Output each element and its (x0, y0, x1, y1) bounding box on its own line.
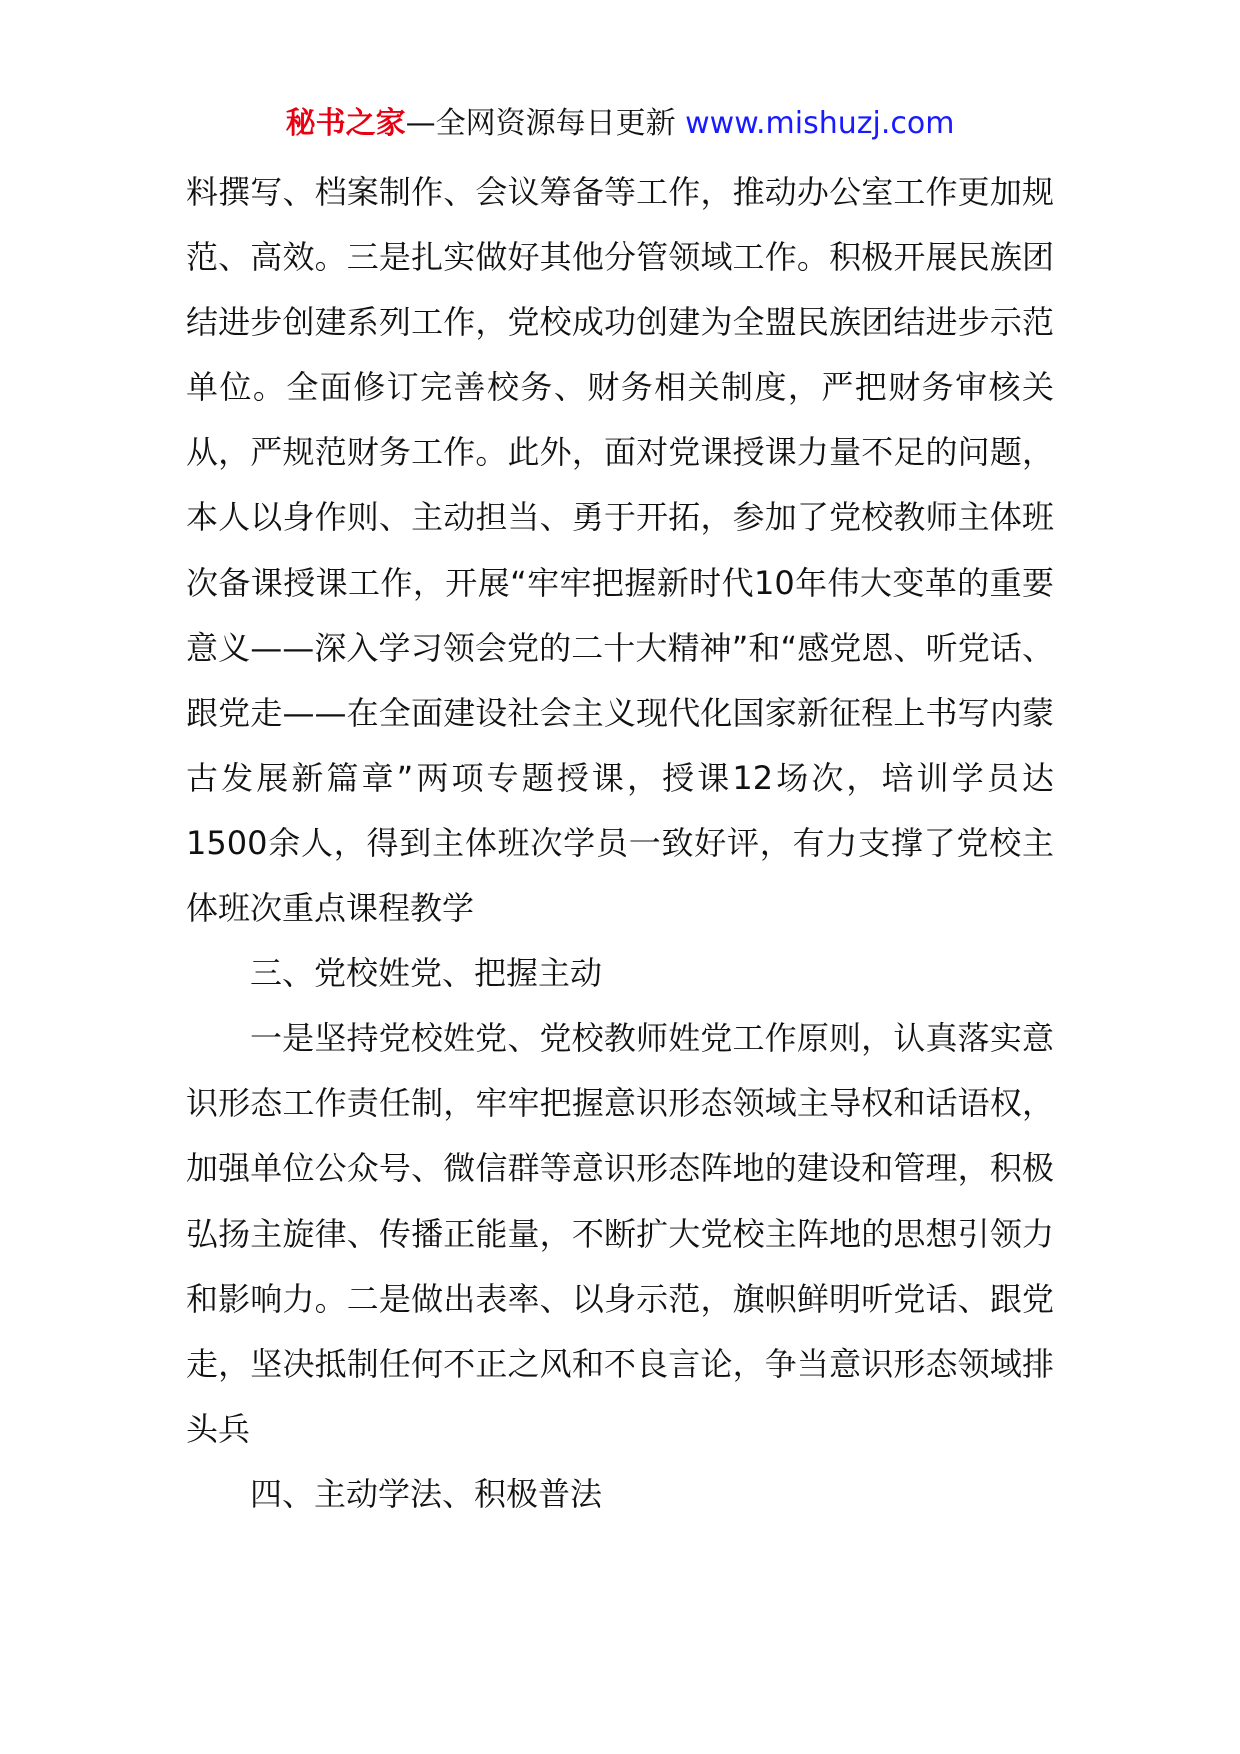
site-url-link[interactable]: www.mishuzj.com (685, 106, 955, 141)
brand-name: 秘书之家 (285, 106, 406, 141)
paragraph-continuation: 料撰写、档案制作、会议筹备等工作，推动办公室工作更加规范、高效。三是扎实做好其他分管领域工作。积极开展民族团结进步创建系列工作，党校成功创建为全盟民族团结进步示范单位。全面修订完善校务、财务相关制度，严把财务审核关从，严规范财务工作。此外，面对党课授课力量不足的问题，本人以身作则、主动担当、勇于开拓，参加了党校教师主体班次备课授课工作，开展“牢牢把握新时代10年伟大变革的重要意义——深入学习领会党的二十大精神”和“感党恩、听党话、跟党走——在全面建设社会主义现代化国家新征程上书写内蒙古发展新篇章”两项专题授课，授课12场次，培训学员达1500余人，得到主体班次学员一致好评，有力支撑了党校主体班次重点课程教学 (186, 173, 1054, 928)
section-heading-four: 四、主动学法、积极普法 (250, 1474, 603, 1513)
header-slogan: —全网资源每日更新 (405, 106, 676, 141)
document-body (186, 160, 1054, 1527)
paragraph-section-three: 一是坚持党校姓党、党校教师姓党工作原则，认真落实意识形态工作责任制，牢牢把握意识形态领域主导权和话语权，加强单位公众号、微信群等意识形态阵地的建设和管理，积极弘扬主旋律、传播正能量，不断扩大党校主阵地的思想引领力和影响力。二是做出表率、以身示范，旗帜鲜明听党话、跟党走，坚决抵制任何不正之风和不良言论，争当意识形态领域排头兵 (186, 1019, 1054, 1448)
page-header (0, 102, 1240, 146)
section-heading-three: 三、党校姓党、把握主动 (250, 954, 603, 993)
